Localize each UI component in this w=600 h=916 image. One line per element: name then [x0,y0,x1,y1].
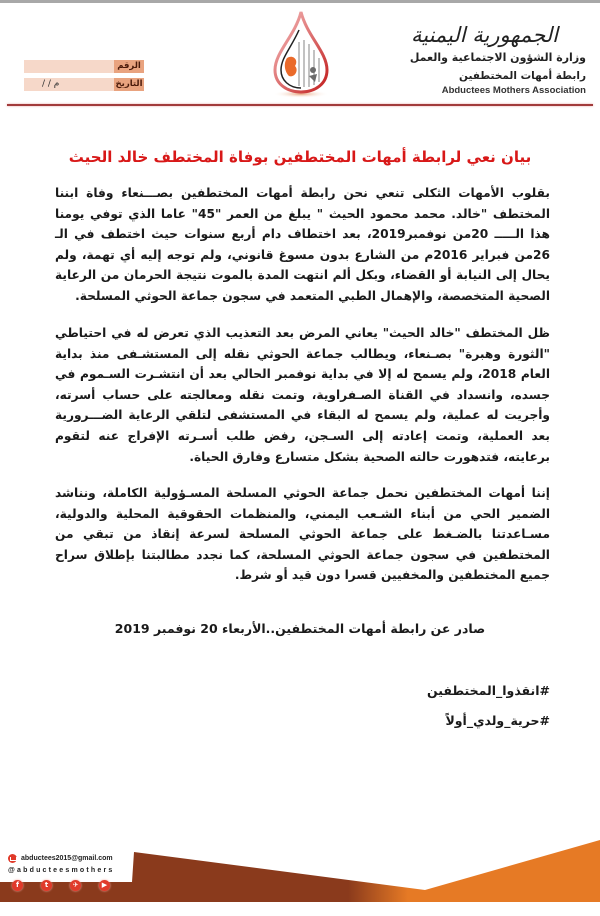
ref-date-label: التاريخ [115,79,143,89]
hashtag-2: #حرية_ولدي_أولاً [445,713,550,728]
reference-box [24,60,144,96]
republic-name: الجمهورية اليمنية [410,23,558,47]
footer [0,830,600,916]
association-name-ar: رابطة أمهات المختطفين [459,70,586,82]
issued-line: صادر عن رابطة أمهات المختطفين..الأربعاء 20 نوفمبر 2019 [114,621,486,636]
ref-date-value: / / م [24,78,114,91]
association-name-en: Abductees Mothers Association [441,85,586,96]
email-address[interactable]: abductees2015@gmail.com [21,854,113,862]
twitter-icon[interactable]: t [41,880,52,891]
ministry-name: وزارة الشؤون الاجتماعية والعمل [409,51,586,64]
paragraph-3: إننا أمهات المختطفين نحمل جماعة الحوثي المسلحة المسـؤولية الكاملة، ونناشد الضمير الحي من أبناء الشـعب اليمني، والمنظمات الحقوقية المحلية والدولية، مسـاعدتنا بالضـغط على جماعة الحوثي المسلحة لسرعة إنقاذ من تبقي من المختطفين في سجون جماعة الحوثي المسلحة، كما نجدد مطالبتنا بإطلاق سراح جميع المختطفين والمخفيين قسرا دون قيد أو شرط. [55,486,550,583]
ref-number-label: الرقم [114,60,144,73]
social-icons [8,880,138,891]
email-icon [8,854,17,863]
header-divider [7,104,593,106]
organization-header [386,22,586,96]
facebook-icon[interactable]: f [12,880,23,891]
paragraph-1: بقلوب الأمهات الثكلى تنعي نحن رابطة أمهات المختطفين بصـــنعاء وفاة ابننا المختطف "خالد. محمد محمود الحيث " يبلغ من العمر "45" عاما الذي توفي يومنا هذا الـــــ 20من نوفمبر2019، بعد اختطاف دام أربع سنوات حيث اختطف في الـ 26من فبراير 2016م من الشارع بدون مسوغ قانوني، ولم توجه إليه أي تهمة، ولم يحال إلى النيابة أو القضاء، وبكل ألم انتهت المدة بالموت نتيجة الحرمان من الرعاية الصحية المتخصصة، والإهمال الطبي المتعمد في سجون جماعة الحوثي المسلحة. [55,186,551,303]
hashtag-1: #انقذوا_المختطفين [427,683,550,698]
email-row [8,852,138,864]
social-handle[interactable]: @abducteesmothers [8,866,115,874]
ref-number-value [24,60,114,73]
statement-title: بيان نعي لرابطة أمهات المختطفين بوفاة المختطف خالد الحيث [68,148,532,166]
contact-info [8,852,138,891]
youtube-icon[interactable]: ▶ [99,880,110,891]
top-border-strip [0,0,600,3]
handle-row [8,864,138,876]
ref-date-row [24,78,144,91]
ref-number-row [24,60,144,73]
paragraph-2: ظل المختطف "خالد الحيث" يعاني المرض بعد التعذيب الذي تعرض له في احتياطي "الثورة وهبرة" بصـنعاء، ويطالب جماعة الحوثي نقله إلى المستشـفى منذ بداية العام 2018، ولم يسمح له إلا في بداية نوفمبر الحالي بعد أن انتشـرت السـموم في جسده، وانسداد في القناة الصـفراوية، وتمت نقله ومعالجته على حساب أسرته، وأجريت له عملية، ولم يسمح له البقاء في المستشفى لتلقي الرعاية الضـــرورية بعد العملية، وتمت إعادته إلى السـجن، رفض طلب أسـرته الإفراج عنه لتقوم برعايته، فتدهورت حالته الصحية بشكل متسارع وفارق الحياة. [55,326,550,464]
association-logo-icon [265,8,335,100]
telegram-icon[interactable]: ✈ [70,880,81,891]
